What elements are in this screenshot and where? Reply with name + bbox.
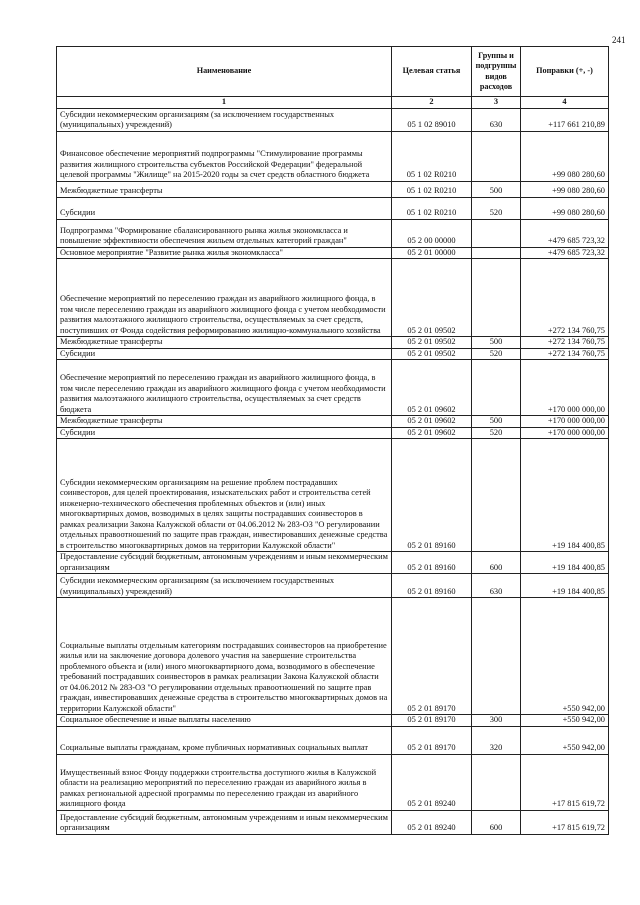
row-group	[472, 247, 521, 259]
row-amount: +17 815 619,72	[521, 810, 609, 834]
row-code: 05 2 01 00000	[392, 247, 472, 259]
row-amount: +19 184 400,85	[521, 439, 609, 552]
row-code: 05 1 02 R0210	[392, 131, 472, 181]
row-code: 05 2 01 89160	[392, 574, 472, 598]
row-amount: +17 815 619,72	[521, 754, 609, 810]
row-group	[472, 219, 521, 247]
row-code: 05 2 01 89170	[392, 598, 472, 715]
row-amount: +479 685 723,32	[521, 219, 609, 247]
row-code: 05 2 01 89240	[392, 754, 472, 810]
table-row	[57, 181, 609, 197]
row-group: 300	[472, 715, 521, 727]
row-code: 05 2 01 09602	[392, 360, 472, 416]
row-name: Межбюджетные трансферты	[57, 181, 392, 197]
row-name: Основное мероприятие "Развитие рынка жилья экономкласса"	[57, 247, 392, 259]
row-name: Социальное обеспечение и иные выплаты населению	[57, 715, 392, 727]
row-group: 320	[472, 726, 521, 754]
row-name: Субсидии некоммерческим организациям (за исключением государственных (муниципальных) учреждений)	[57, 108, 392, 131]
table-row	[57, 259, 609, 337]
row-name: Предоставление субсидий бюджетным, автономным учреждениям и иным некоммерческим организациям	[57, 552, 392, 574]
row-group: 600	[472, 552, 521, 574]
row-code: 05 2 01 09602	[392, 416, 472, 428]
row-group: 520	[472, 197, 521, 219]
row-group	[472, 439, 521, 552]
table-row	[57, 754, 609, 810]
row-name: Социальные выплаты отдельным категориям пострадавших соинвесторов на приобретение жилья или на заключение договора долевого участия на завершение строительства проблемного объекта и (или) иного многоквартирного дома, возводимого в обеспечение требований пострадавших соинвесторов в рамках реализации Закона Калужской области от 04.06.2012 № 283-ОЗ "О регулировании отдельных правоотношений по защите прав граждан, инвестировавших денежные средства в строительство многоквартирных домов на территории Калужской области"	[57, 598, 392, 715]
row-amount: +550 942,00	[521, 598, 609, 715]
row-group: 630	[472, 574, 521, 598]
table-row	[57, 108, 609, 131]
table-row	[57, 715, 609, 727]
row-code: 05 1 02 89010	[392, 108, 472, 131]
row-name: Имущественный взнос Фонду поддержки строительства доступного жилья в Калужской области на реализацию мероприятий по переселению граждан из аварийного жилья в рамках региональной адресной программы по переселению граждан из аварийного жилищного фонда	[57, 754, 392, 810]
row-code: 05 2 01 09502	[392, 337, 472, 349]
table-row	[57, 552, 609, 574]
row-amount: +550 942,00	[521, 726, 609, 754]
table-row	[57, 416, 609, 428]
table-row	[57, 574, 609, 598]
row-amount: +170 000 000,00	[521, 427, 609, 439]
row-code: 05 2 01 89240	[392, 810, 472, 834]
row-amount: +170 000 000,00	[521, 416, 609, 428]
row-amount: +170 000 000,00	[521, 360, 609, 416]
row-group	[472, 131, 521, 181]
table-row	[57, 439, 609, 552]
row-group: 500	[472, 416, 521, 428]
row-group	[472, 754, 521, 810]
row-name: Субсидии	[57, 348, 392, 360]
table-row	[57, 360, 609, 416]
header-name: Наименование	[57, 47, 392, 97]
table-row	[57, 348, 609, 360]
header-amendment: Поправки (+, -)	[521, 47, 609, 97]
row-group: 630	[472, 108, 521, 131]
header-code: Целевая статья	[392, 47, 472, 97]
row-group	[472, 360, 521, 416]
column-number: 3	[472, 97, 521, 109]
row-code: 05 2 01 89170	[392, 726, 472, 754]
row-code: 05 1 02 R0210	[392, 197, 472, 219]
row-amount: +99 080 280,60	[521, 181, 609, 197]
row-amount: +550 942,00	[521, 715, 609, 727]
row-name: Межбюджетные трансферты	[57, 416, 392, 428]
row-group: 500	[472, 337, 521, 349]
column-number: 4	[521, 97, 609, 109]
row-name: Социальные выплаты гражданам, кроме публичных нормативных социальных выплат	[57, 726, 392, 754]
row-amount: +19 184 400,85	[521, 574, 609, 598]
header-group: Группы и подгруппы видов расходов	[472, 47, 521, 97]
row-name: Подпрограмма "Формирование сбалансированного рынка жилья экономкласса и повышение эффективности обеспечения жильем отдельных категорий граждан"	[57, 219, 392, 247]
budget-amendments-table	[56, 46, 609, 835]
column-number-row	[57, 97, 609, 109]
row-amount: +272 134 760,75	[521, 337, 609, 349]
row-amount: +99 080 280,60	[521, 131, 609, 181]
column-number: 1	[57, 97, 392, 109]
row-name: Предоставление субсидий бюджетным, автономным учреждениям и иным некоммерческим организациям	[57, 810, 392, 834]
row-name: Субсидии	[57, 197, 392, 219]
row-group	[472, 598, 521, 715]
table-row	[57, 219, 609, 247]
table-row	[57, 197, 609, 219]
row-amount: +117 661 210,89	[521, 108, 609, 131]
row-amount: +272 134 760,75	[521, 348, 609, 360]
row-code: 05 2 01 09602	[392, 427, 472, 439]
table-row	[57, 598, 609, 715]
row-amount: +99 080 280,60	[521, 197, 609, 219]
row-group	[472, 259, 521, 337]
page-number: 241	[612, 35, 626, 45]
row-name: Обеспечение мероприятий по переселению граждан из аварийного жилищного фонда, в том числе переселению граждан из аварийного жилищного фонда с учетом необходимости развития малоэтажного жилищного строительства, осуществляемых за счет средств, поступивших от Фонда содействия реформированию жилищно-коммунального хозяйства	[57, 259, 392, 337]
row-group: 500	[472, 181, 521, 197]
row-code: 05 2 01 09502	[392, 348, 472, 360]
table-header-row	[57, 47, 609, 97]
table-row	[57, 810, 609, 834]
row-code: 05 2 01 89160	[392, 439, 472, 552]
table-row	[57, 427, 609, 439]
row-name: Обеспечение мероприятий по переселению граждан из аварийного жилищного фонда, в том числе переселению граждан из аварийного жилищного фонда с учетом необходимости развития малоэтажного жилищного строительства, осуществляемых за счет средств бюджета	[57, 360, 392, 416]
row-amount: +272 134 760,75	[521, 259, 609, 337]
table-row	[57, 726, 609, 754]
table-row	[57, 247, 609, 259]
row-name: Финансовое обеспечение мероприятий подпрограммы "Стимулирование программы развития жилищного строительства субъектов Российской Федерации" федеральной целевой программы "Жилище" на 2015-2020 годы за счет средств областного бюджета	[57, 131, 392, 181]
column-number: 2	[392, 97, 472, 109]
row-code: 05 2 01 89160	[392, 552, 472, 574]
table-row	[57, 131, 609, 181]
row-code: 05 2 01 09502	[392, 259, 472, 337]
row-code: 05 2 01 89170	[392, 715, 472, 727]
row-amount: +479 685 723,32	[521, 247, 609, 259]
row-amount: +19 184 400,85	[521, 552, 609, 574]
row-group: 520	[472, 348, 521, 360]
table-row	[57, 337, 609, 349]
row-name: Субсидии	[57, 427, 392, 439]
row-name: Межбюджетные трансферты	[57, 337, 392, 349]
row-group: 520	[472, 427, 521, 439]
row-code: 05 2 00 00000	[392, 219, 472, 247]
row-group: 600	[472, 810, 521, 834]
row-code: 05 1 02 R0210	[392, 181, 472, 197]
row-name: Субсидии некоммерческим организациям (за исключением государственных (муниципальных) учреждений)	[57, 574, 392, 598]
row-name: Субсидии некоммерческим организациям на решение проблем пострадавших соинвесторов, для целей проектирования, изыскательских работ и строительства сетей инженерно-технического обеспечения проблемных объектов и (или) иных многоквартирных домов, возводимых в целях защиты пострадавших соинвесторов в рамках реализации Закона Калужской области от 04.06.2012 № 283-ОЗ "О регулировании отдельных правоотношений по защите прав граждан, инвестировавших денежные средства в строительство многоквартирных домов на территории Калужской области"	[57, 439, 392, 552]
